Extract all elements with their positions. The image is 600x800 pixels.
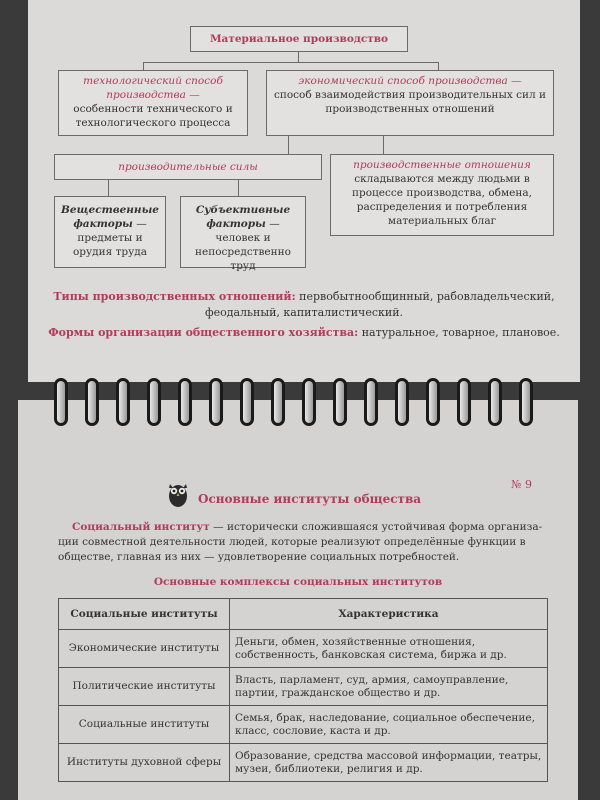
- spiral-ring: [395, 378, 409, 426]
- table-row: [59, 706, 548, 744]
- institution-name: Экономические институты: [59, 630, 230, 668]
- subject-title: Субъективные факторы: [195, 204, 291, 230]
- definition: [58, 520, 558, 565]
- material-box: [54, 196, 166, 268]
- definition-line-1: — исторически сложившаяся устойчивая форма организа-: [213, 521, 543, 533]
- tech-body: особенности технического и технологического процесса: [73, 103, 233, 129]
- institution-name: Институты духовной сферы: [59, 744, 230, 782]
- table-header-characteristic: Характеристика: [230, 599, 548, 630]
- material-body: — предметы и орудия труда: [72, 218, 148, 258]
- table-row: [59, 744, 548, 782]
- subject-body: — человек и непосредственно труд: [195, 218, 291, 272]
- spiral-ring: [333, 378, 347, 426]
- types-text-2: феодальный, капиталистический.: [204, 306, 404, 319]
- spiral-ring: [457, 378, 471, 426]
- spiral-binding: [0, 378, 600, 428]
- institution-desc: Образование, средства массовой информации, театры, музеи, библиотеки, религия и др.: [230, 744, 548, 782]
- table-header-institutions: Социальные институты: [59, 599, 230, 630]
- spiral-ring: [54, 378, 68, 426]
- subject-box: [180, 196, 306, 272]
- material-title: Вещественные факторы: [61, 204, 159, 230]
- econ-title: экономический способ производства —: [298, 75, 522, 87]
- relations-box: [330, 154, 554, 236]
- root-box: [190, 26, 408, 52]
- spiral-ring: [85, 378, 99, 426]
- owl-icon: [166, 480, 190, 508]
- table-title: Основные комплексы социальных институтов: [153, 576, 443, 588]
- root-label: Материальное производство: [209, 33, 389, 45]
- tech-box: [58, 70, 248, 136]
- institution-desc: Деньги, обмен, хозяйственные отношения, собственность, банковская система, биржа и др.: [230, 630, 548, 668]
- top-page: [28, 0, 580, 382]
- forms-line: [28, 326, 580, 339]
- spiral-ring: [488, 378, 502, 426]
- spiral-ring: [178, 378, 192, 426]
- types-label: Типы производственных отношений:: [53, 290, 296, 303]
- table-row: [59, 668, 548, 706]
- definition-line-2: ции совместной деятельности людей, которые реализуют определённые функции в: [58, 536, 526, 548]
- definition-term: Социальный институт: [72, 521, 210, 533]
- forms-label: Формы организации общественного хозяйства:: [48, 326, 359, 339]
- spiral-ring: [302, 378, 316, 426]
- definition-line-3: обществе, главная из них — удовлетворение социальных потребностей.: [58, 551, 460, 563]
- types-text-1: первобытнообщинный, рабовладельческий,: [299, 290, 555, 303]
- forces-box: [54, 154, 322, 180]
- relations-body: складываются между людьми в процессе производства, обмена, распределения и потребления материальных благ: [352, 173, 532, 227]
- bottom-page: [18, 400, 578, 800]
- section-title: Основные институты общества: [198, 492, 422, 506]
- tech-title: технологический способ производства —: [83, 75, 223, 101]
- institution-name: Социальные институты: [59, 706, 230, 744]
- types-line-1: [28, 290, 580, 303]
- spiral-ring: [426, 378, 440, 426]
- spiral-ring: [364, 378, 378, 426]
- spiral-ring: [519, 378, 533, 426]
- institution-name: Политические институты: [59, 668, 230, 706]
- spiral-ring: [240, 378, 254, 426]
- institution-desc: Власть, парламент, суд, армия, самоуправление, партии, гражданское общество и др.: [230, 668, 548, 706]
- spiral-ring: [209, 378, 223, 426]
- spiral-ring: [271, 378, 285, 426]
- econ-body: способ взаимодействия производительных сил и производственных отношений: [273, 89, 547, 115]
- econ-box: [266, 70, 554, 136]
- institution-desc: Семья, брак, наследование, социальное обеспечение, класс, сословие, каста и др.: [230, 706, 548, 744]
- institutions-table: [58, 598, 548, 782]
- forces-label: производительные силы: [118, 161, 258, 173]
- types-line-2: [28, 306, 580, 319]
- relations-title: производственные отношения: [353, 159, 531, 171]
- table-row: [59, 630, 548, 668]
- forms-text: натуральное, товарное, плановое.: [361, 326, 560, 339]
- spiral-ring: [147, 378, 161, 426]
- spiral-ring: [116, 378, 130, 426]
- section-number: № 9: [511, 478, 532, 491]
